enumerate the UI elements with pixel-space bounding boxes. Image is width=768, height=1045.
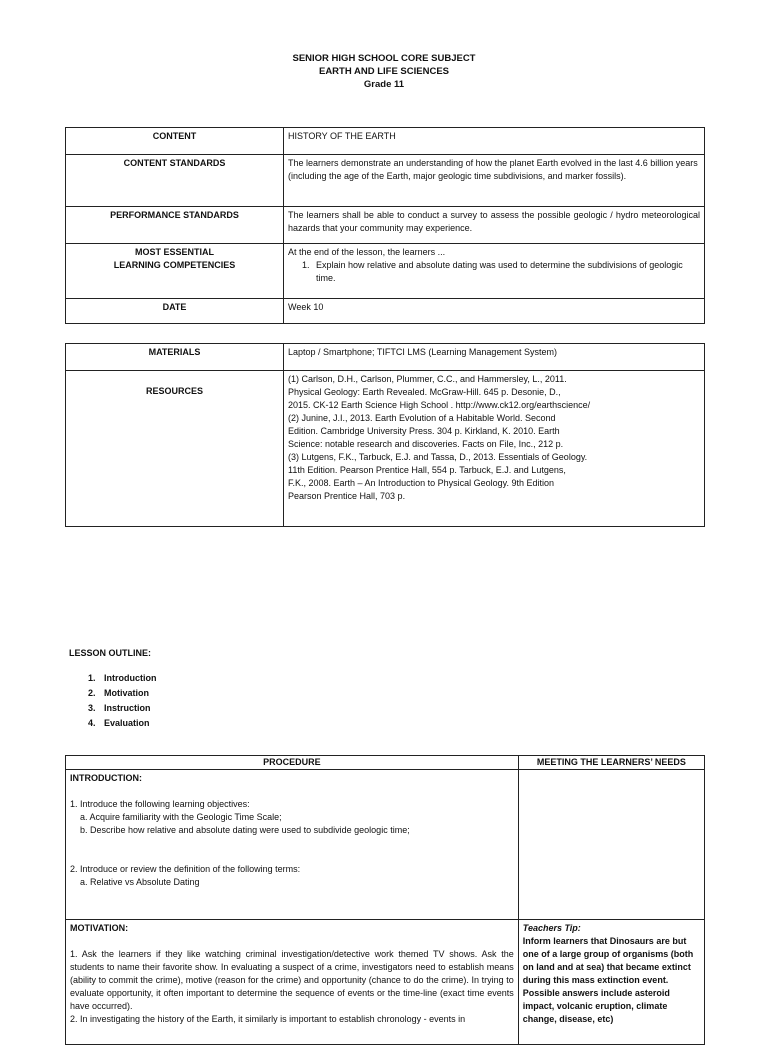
introduction-cell (66, 770, 519, 920)
performance-standards-value: The learners shall be able to conduct a survey to assess the possible geologic / hydro meteorological hazards that your community may experience. (284, 207, 705, 244)
content-standards-value: The learners demonstrate an understanding of how the planet Earth evolved in the last 4.6 billion years (including the age of the Earth, major geologic time subdivisions, and marker fossils). (284, 155, 705, 207)
content-standards-label: CONTENT STANDARDS (66, 155, 284, 207)
list-item-label: Instruction (104, 703, 151, 713)
materials-value: Laptop / Smartphone; TIFTCI LMS (Learning Management System) (284, 344, 705, 371)
motivation-paragraph-2: 2. In investigating the history of the Earth, it similarly is important to establish chronology - events in (70, 1014, 466, 1024)
performance-standards-label: PERFORMANCE STANDARDS (66, 207, 284, 244)
learners-needs-column-header: MEETING THE LEARNERS’ NEEDS (518, 756, 704, 770)
resource-line: Physical Geology: Earth Revealed. McGraw-Hill. 645 p. Desonie, D., (288, 387, 561, 397)
list-item-number: 4. (88, 718, 96, 728)
document-header (0, 52, 768, 91)
resource-line: (2) Junine, J.I., 2013. Earth Evolution of a Habitable World. Second (288, 413, 556, 423)
list-item (88, 671, 157, 686)
resource-line: F.K., 2008. Earth – An Introduction to Physical Geology. 9th Edition (288, 478, 554, 488)
procedure-header-row (66, 756, 705, 770)
competencies-intro: At the end of the lesson, the learners ... (288, 247, 446, 257)
resource-line: (1) Carlson, D.H., Carlson, Plummer, C.C., and Hammersley, L., 2011. (288, 374, 567, 384)
competencies-value (284, 244, 705, 299)
date-label: DATE (66, 299, 284, 324)
intro-objective-a: a. Acquire familiarity with the Geologic Time Scale; (80, 812, 282, 822)
lesson-outline-list (88, 671, 157, 731)
competency-number: 1. (302, 260, 310, 270)
competencies-label-line2: LEARNING COMPETENCIES (113, 260, 236, 270)
content-standards-row (66, 155, 705, 207)
competency-text: Explain how relative and absolute dating was used to determine the subdivisions of geologic time. (316, 260, 683, 283)
content-table (65, 127, 705, 324)
competency-item (288, 259, 700, 285)
competencies-row (66, 244, 705, 299)
motivation-title: MOTIVATION: (70, 923, 129, 933)
resources-label: RESOURCES (66, 371, 284, 527)
introduction-title: INTRODUCTION: (70, 773, 142, 783)
materials-row (66, 344, 705, 371)
motivation-cell (66, 920, 519, 1045)
resources-value (284, 371, 705, 527)
materials-table (65, 343, 705, 527)
list-item-label: Motivation (104, 688, 149, 698)
intro-objective-b: b. Describe how relative and absolute dating were used to subdivide geologic time; (80, 825, 410, 835)
intro-terms: 2. Introduce or review the definition of the following terms: (70, 864, 301, 874)
motivation-row (66, 920, 705, 1045)
teachers-tip-title: Teachers Tip: (522, 923, 581, 933)
materials-label: MATERIALS (66, 344, 284, 371)
lesson-outline-title: LESSON OUTLINE: (69, 648, 152, 658)
list-item-number: 3. (88, 703, 96, 713)
resource-line: Edition. Cambridge University Press. 304 p. Kirkland, K. 2010. Earth (288, 426, 560, 436)
date-row (66, 299, 705, 324)
list-item-number: 1. (88, 673, 96, 683)
list-item-label: Introduction (104, 673, 157, 683)
competencies-label-line1: MOST ESSENTIAL (134, 247, 214, 257)
list-item (88, 686, 157, 701)
content-value: HISTORY OF THE EARTH (284, 128, 705, 155)
resource-line: 11th Edition. Pearson Prentice Hall, 554 p. Tarbuck, E.J. and Lutgens, (288, 465, 566, 475)
introduction-needs-cell (518, 770, 704, 920)
content-row (66, 128, 705, 155)
header-grade: Grade 11 (363, 79, 405, 90)
list-item (88, 716, 157, 731)
motivation-paragraph-1: 1. Ask the learners if they like watching criminal investigation/detective work themed TV shows. Ask the students to name their favorite show. In evaluating a suspect of a crime, investigators need to establish means (ability to commit the crime), motive (reason for the crime) and opportunity (chance to do the crime). In trying to evaluate opportunity, it often important to determine the sequence of events or the time-line (exact time events have occurred). (70, 949, 514, 1011)
list-item-label: Evaluation (104, 718, 150, 728)
resource-line: 2015. CK-12 Earth Science High School . http://www.ck12.org/earthscience/ (288, 400, 591, 410)
header-subject-name: EARTH AND LIFE SCIENCES (318, 66, 450, 77)
resource-line: (3) Lutgens, F.K., Tarbuck, E.J. and Tassa, D., 2013. Essentials of Geology. (288, 452, 588, 462)
resource-line: Science: notable research and discoveries. Facts on File, Inc., 212 p. (288, 439, 564, 449)
competencies-label (66, 244, 284, 299)
content-label: CONTENT (66, 128, 284, 155)
teachers-tip-text: Inform learners that Dinosaurs are but one of a large group of organisms (both on land and at sea) that became extinct during this mass extinction event. Possible answers include asteroid impact, volcanic eruption, climate change, disease, etc) (522, 936, 694, 1024)
introduction-row (66, 770, 705, 920)
procedure-table (65, 755, 705, 1045)
intro-term-a: a. Relative vs Absolute Dating (80, 877, 200, 887)
motivation-needs-cell (518, 920, 704, 1045)
performance-standards-row (66, 207, 705, 244)
list-item (88, 701, 157, 716)
header-subject-type: SENIOR HIGH SCHOOL CORE SUBJECT (292, 53, 476, 64)
date-value: Week 10 (284, 299, 705, 324)
procedure-column-header: PROCEDURE (66, 756, 519, 770)
resource-line: Pearson Prentice Hall, 703 p. (288, 491, 406, 501)
resources-row (66, 371, 705, 527)
intro-objectives: 1. Introduce the following learning objectives: (70, 799, 250, 809)
list-item-number: 2. (88, 688, 96, 698)
